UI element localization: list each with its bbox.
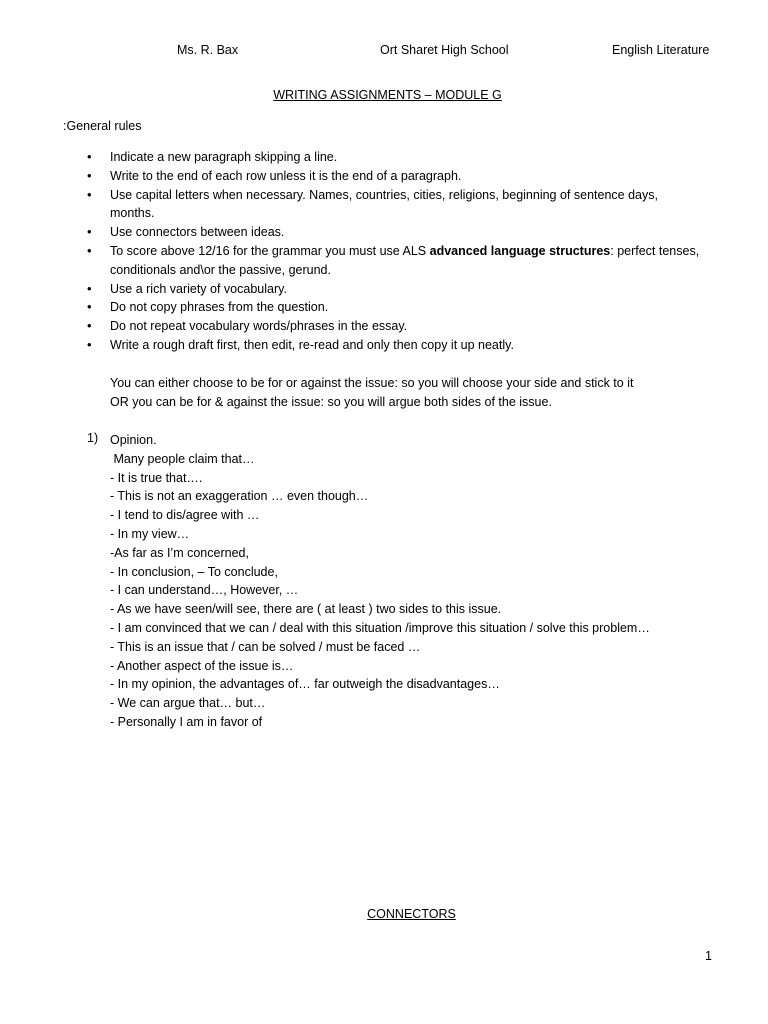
opinion-phrase: - In conclusion, – To conclude, — [110, 564, 278, 579]
opinion-phrase: - This is an issue that / can be solved / must be faced … — [110, 639, 421, 654]
rule-item — [87, 298, 727, 317]
bullet-icon: • — [87, 242, 92, 258]
opinion-phrase: - I tend to dis/agree with … — [110, 508, 260, 523]
bullet-icon: • — [87, 224, 92, 240]
opinion-phrase: - In my opinion, the advantages of… far outweigh the disadvantages… — [110, 677, 500, 692]
connectors-heading: CONNECTORS — [367, 907, 456, 921]
bullet-icon: • — [87, 336, 92, 352]
stance-line-1: You can either choose to be for or against the issue: so you will choose your side and stick to it — [110, 376, 634, 390]
opinion-heading: Opinion. — [110, 433, 157, 447]
opinion-number: 1) — [87, 431, 99, 445]
page-number: 1 — [705, 949, 712, 963]
rule-item — [87, 317, 727, 336]
bullet-icon: • — [87, 186, 92, 202]
bullet-icon: • — [87, 280, 92, 296]
header-subject: English Literature — [612, 43, 710, 57]
opinion-phrase: Many people claim that… — [110, 451, 255, 466]
document-title: WRITING ASSIGNMENTS – MODULE G — [273, 88, 502, 102]
opinion-phrase: - This is not an exaggeration … even though… — [110, 489, 369, 504]
opinion-phrase: - We can argue that… but… — [110, 696, 266, 711]
opinion-phrase: -As far as I’m concerned, — [110, 545, 249, 560]
general-rules-label: :General rules — [63, 119, 142, 133]
rule-item — [87, 280, 727, 299]
opinion-section — [110, 431, 650, 732]
rule-text: Write to the end of each row unless it is the end of a paragraph. — [110, 168, 462, 183]
opinion-phrase: - In my view… — [110, 526, 190, 541]
rule-text-pre: To score above 12/16 for the grammar you must use ALS — [110, 243, 430, 258]
bullet-icon: • — [87, 318, 92, 334]
opinion-phrase: - I am convinced that we can / deal with this situation /improve this situation / solve this problem… — [110, 620, 650, 635]
rule-text: Do not repeat vocabulary words/phrases in the essay. — [110, 319, 408, 334]
rule-item — [87, 336, 727, 355]
rule-text: Write a rough draft first, then edit, re-read and only then copy it up neatly. — [110, 337, 514, 352]
bullet-icon: • — [87, 167, 92, 183]
rule-text: Use capital letters when necessary. Names, countries, cities, religions, beginning of sentence days, months. — [110, 187, 658, 221]
opinion-phrase: - Another aspect of the issue is… — [110, 658, 294, 673]
header-school: Ort Sharet High School — [380, 43, 509, 57]
rule-text: Indicate a new paragraph skipping a line. — [110, 150, 338, 164]
rule-item — [87, 223, 727, 242]
rule-item — [87, 242, 727, 280]
opinion-phrase: - I can understand…, However, … — [110, 583, 299, 598]
header-teacher: Ms. R. Bax — [177, 43, 239, 57]
opinion-phrase: - As we have seen/will see, there are ( at least ) two sides to this issue. — [110, 602, 502, 617]
stance-paragraph — [110, 374, 633, 412]
rule-text: Use a rich variety of vocabulary. — [110, 281, 287, 296]
rule-text: Use connectors between ideas. — [110, 225, 285, 240]
opinion-phrase: - Personally I am in favor of — [110, 714, 263, 729]
opinion-phrase: - It is true that…. — [110, 470, 203, 485]
stance-line-2: OR you can be for & against the issue: so you will argue both sides of the issue. — [110, 395, 552, 409]
rules-list — [87, 148, 727, 355]
rule-text: Do not copy phrases from the question. — [110, 300, 329, 315]
rule-text-post: : perfect tenses, conditionals and\or the passive, gerund. — [110, 243, 700, 277]
rule-item — [87, 167, 727, 186]
rule-item — [87, 148, 727, 167]
rule-text-bold: advanced language structures — [429, 243, 611, 258]
rule-item — [87, 186, 727, 224]
bullet-icon: • — [87, 299, 92, 315]
bullet-icon: • — [87, 149, 92, 164]
